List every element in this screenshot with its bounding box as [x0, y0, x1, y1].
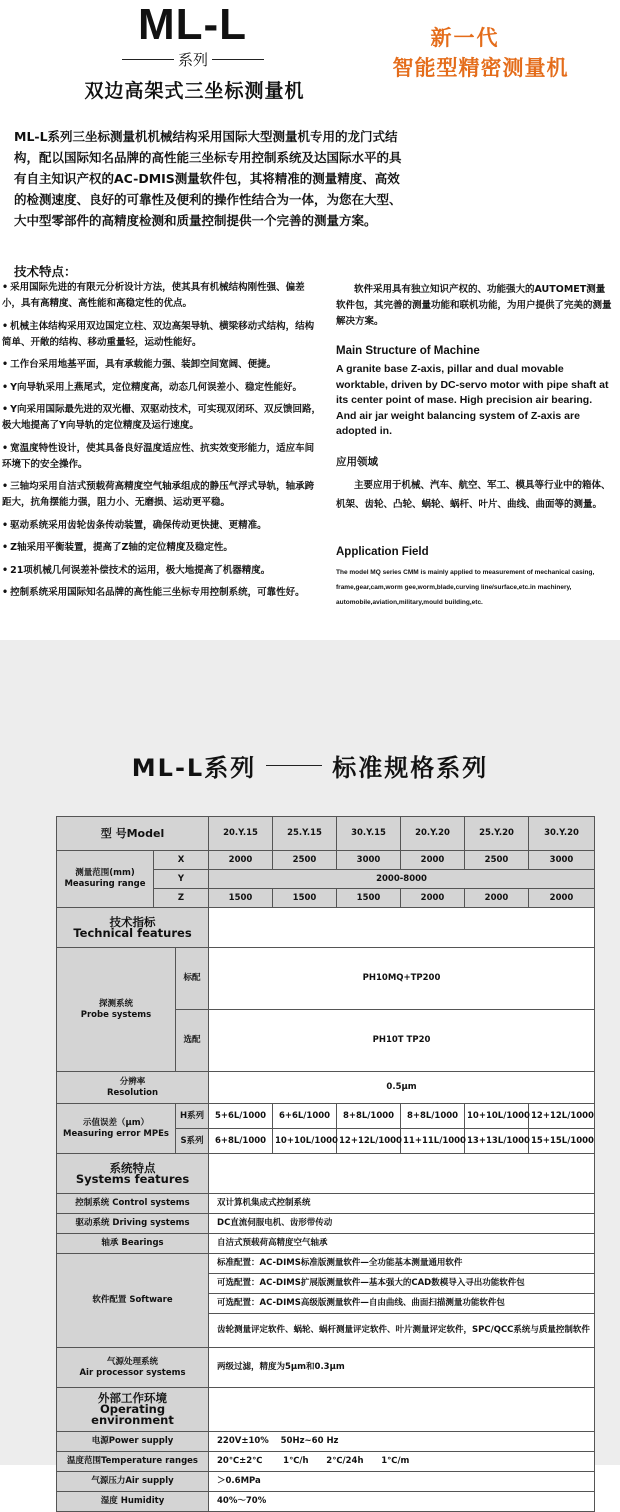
- range-label: [57, 851, 154, 908]
- environment-header-en: Operating environment: [91, 1402, 174, 1427]
- table-row: [57, 1072, 595, 1104]
- s-cell: 12+12L/1000: [337, 1129, 401, 1154]
- air-label-cn: 气源处理系统: [107, 1356, 159, 1367]
- air-value: 两级过滤，精度为5μm和0.3μm: [209, 1348, 595, 1388]
- probe-label-cn: 探测系统: [98, 998, 133, 1009]
- model-cell: 30.Y.15: [337, 817, 401, 851]
- model-cell: 25.Y.20: [465, 817, 529, 851]
- table-row: [57, 1254, 595, 1274]
- series-label: [118, 49, 268, 70]
- opt-value: PH10T TP20: [209, 1010, 595, 1072]
- product-subtitle: 双边高架式三坐标测量机: [84, 80, 305, 102]
- z-cell: 2000: [529, 889, 595, 908]
- model-cell: 20.Y.20: [401, 817, 465, 851]
- features-title: 技术特点：: [14, 264, 77, 279]
- series-text: 系列: [178, 51, 209, 69]
- z-cell: 2000: [465, 889, 529, 908]
- feature-item: • Z轴采用平衡装置，提高了Z轴的定位精度及稳定性。: [2, 540, 322, 556]
- model-cell: 25.Y.15: [273, 817, 337, 851]
- feature-item: • 机械主体结构采用双边国定立柱、双边高架导轨、横梁移动式结构，结构简单、开敞的结构、移动重量轻，运动性能好。: [2, 319, 322, 351]
- blank-cell: [209, 1154, 595, 1194]
- systems-header-cn: 系统特点: [109, 1160, 156, 1175]
- application-text-en: The model MQ series CMM is mainly applied to measurement of mechanical casing, frame,gear,cam,worm gee,worm,blade,curving line/surface,etc.in machinery, automobile,aviation,military,mould building,etc.: [336, 569, 595, 606]
- humidity-value: 40%～70%: [209, 1492, 595, 1512]
- bearing-value: 自洁式预载荷高精度空气轴承: [209, 1234, 595, 1254]
- h-series-label: H系列: [176, 1104, 209, 1129]
- feature-item: • 驱动系统采用齿轮齿条传动装置，确保传动更快捷、更精准。: [2, 518, 322, 534]
- h-cell: 12+12L/1000: [529, 1104, 595, 1129]
- x-cell: 3000: [337, 851, 401, 870]
- x-cell: 2500: [465, 851, 529, 870]
- mpe-label: [57, 1104, 176, 1154]
- power-value: 220V±10% 50Hz~60 Hz: [209, 1432, 595, 1452]
- application-heading-en: Application Field: [336, 546, 429, 558]
- s-cell: 13+13L/1000: [465, 1129, 529, 1154]
- model-label: 型 号Model: [57, 817, 209, 851]
- resolution-label-en: Resolution: [106, 1087, 159, 1098]
- table-row: [57, 1104, 595, 1129]
- temperature-value: 20℃±2℃ 1℃/h 2℃/24h 1℃/m: [209, 1452, 595, 1472]
- table-row: [57, 1348, 595, 1388]
- h-cell: 8+8L/1000: [401, 1104, 465, 1129]
- resolution-label-cn: 分辨率: [119, 1076, 146, 1087]
- model-cell: 20.Y.15: [209, 817, 273, 851]
- table-row: [57, 1388, 595, 1432]
- mpe-label-cn: 示值误差（μm）: [82, 1117, 150, 1128]
- air-supply-label: 气源压力Air supply: [57, 1472, 209, 1492]
- tech-header-en: Technical features: [73, 925, 192, 940]
- structure-text: A granite base Z-axis, pillar and dual movable worktable, driven by DC-servo motor with pipe shaft at its center point of mase. High precision air bearing. And air jar weight balancing system of Z-axis are adopted in.: [336, 363, 609, 437]
- resolution-label: [57, 1072, 209, 1104]
- s-cell: 10+10L/1000: [273, 1129, 337, 1154]
- features-list: [2, 280, 322, 608]
- h-cell: 5+6L/1000: [209, 1104, 273, 1129]
- slogan-line-2: 智能型精密测量机: [392, 56, 569, 80]
- z-cell: 2000: [401, 889, 465, 908]
- tech-header: [57, 908, 209, 948]
- divider: [266, 765, 322, 766]
- control-label: 控制系统 Control systems: [57, 1194, 209, 1214]
- feature-item: • 工作台采用地基平面，具有承载能力强、装卸空间宽阔、便捷。: [2, 357, 322, 373]
- humidity-label: 湿度 Humidity: [57, 1492, 209, 1512]
- divider: [122, 59, 174, 60]
- spec-title: [0, 748, 620, 783]
- z-cell: 1500: [273, 889, 337, 908]
- s-series-label: S系列: [176, 1129, 209, 1154]
- feature-item: • 控制系统采用国际知名品牌的高性能三坐标专用控制系统，可靠性好。: [2, 585, 322, 601]
- bearing-label: 轴承 Bearings: [57, 1234, 209, 1254]
- feature-item: • 宽温度特性设计，使其具备良好温度适应性、抗实效变形能力，适应车间环境下的安全操作。: [2, 441, 322, 473]
- software-value: 可选配置：AC-DIMS高级版测量软件—自由曲线、曲面扫描测量功能软件包: [209, 1294, 595, 1314]
- std-value: PH10MQ+TP200: [209, 948, 595, 1010]
- systems-header: [57, 1154, 209, 1194]
- table-row: [57, 908, 595, 948]
- table-row: [57, 1234, 595, 1254]
- table-row: [57, 1432, 595, 1452]
- structure-heading: Main Structure of Machine: [336, 345, 480, 357]
- spec-section: [0, 640, 620, 1506]
- feature-item: • 采用国际先进的有限元分析设计方法，使其具有机械结构刚性强、偏差小，具有高精度、高性能和高稳定性的优点。: [2, 280, 322, 312]
- table-row: [57, 948, 595, 1010]
- z-cell: 1500: [209, 889, 273, 908]
- intro-section: [0, 0, 620, 640]
- x-cell: 2500: [273, 851, 337, 870]
- slogan-line-1: 新一代: [430, 26, 500, 50]
- x-cell: 3000: [529, 851, 595, 870]
- z-label: Z: [154, 889, 209, 908]
- s-cell: 6+8L/1000: [209, 1129, 273, 1154]
- divider: [212, 59, 264, 60]
- spec-title-right: 标准规格系列: [332, 754, 489, 782]
- environment-header: [57, 1388, 209, 1432]
- tech-header-cn: 技术指标: [109, 914, 156, 929]
- spec-title-left: ML-L系列: [131, 754, 257, 782]
- environment-header-cn: 外部工作环境: [98, 1391, 167, 1405]
- software-value: 可选配置：AC-DIMS扩展版测量软件—基本强大的CAD数模导入寻出功能软件包: [209, 1274, 595, 1294]
- feature-item: • Y向采用国际最先进的双光栅、双驱动技术，可实现双闭环、双反馈回路，极大地提高了Y向导轨的定位精度及运行速度。: [2, 402, 322, 434]
- drive-label: 驱动系统 Driving systems: [57, 1214, 209, 1234]
- opt-label: 选配: [176, 1010, 209, 1072]
- table-row: [57, 1154, 595, 1194]
- blank-cell: [209, 1388, 595, 1432]
- air-label-en: Air processor systems: [79, 1367, 186, 1378]
- air-label: [57, 1348, 209, 1388]
- z-cell: 1500: [337, 889, 401, 908]
- h-cell: 10+10L/1000: [465, 1104, 529, 1129]
- software-value: 标准配置：AC-DIMS标准版测量软件—全功能基本测量通用软件: [209, 1254, 595, 1274]
- mpe-label-en: Measuring error MPEs: [63, 1128, 169, 1139]
- probe-label-en: Probe systems: [80, 1009, 152, 1020]
- air-supply-value: ＞0.6MPa: [209, 1472, 595, 1492]
- table-row: [57, 1492, 595, 1512]
- s-cell: 15+15L/1000: [529, 1129, 595, 1154]
- table-row: [57, 1472, 595, 1492]
- x-cell: 2000: [401, 851, 465, 870]
- feature-item: • Y向导轨采用上燕尾式，定位精度高，动态几何误差小、稳定性能好。: [2, 380, 322, 396]
- systems-header-en: Systems features: [75, 1171, 190, 1186]
- table-row: [57, 1452, 595, 1472]
- power-label: 电源Power supply: [57, 1432, 209, 1452]
- table-row: [57, 1214, 595, 1234]
- software-label: 软件配置 Software: [57, 1254, 209, 1348]
- model-cell: 30.Y.20: [529, 817, 595, 851]
- x-label: X: [154, 851, 209, 870]
- s-cell: 11+11L/1000: [401, 1129, 465, 1154]
- drive-value: DC直流伺服电机、齿形带传动: [209, 1214, 595, 1234]
- probe-label: [57, 948, 176, 1072]
- table-row: [57, 1194, 595, 1214]
- resolution-value: 0.5μm: [209, 1072, 595, 1104]
- blank-cell: [209, 908, 595, 948]
- software-note: 软件采用具有独立知识产权的、功能强大的AUTOMET测量软件包，其完善的测量功能和联机功能，为用户提供了完美的测量解决方案。: [336, 284, 612, 327]
- application-heading-cn: 应用领域: [336, 456, 378, 468]
- x-cell: 2000: [209, 851, 273, 870]
- y-label: Y: [154, 870, 209, 889]
- range-label-en: Measuring range: [64, 879, 146, 889]
- temperature-label: 温度范围Temperature ranges: [57, 1452, 209, 1472]
- h-cell: 8+8L/1000: [337, 1104, 401, 1129]
- control-value: 双计算机集成式控制系统: [209, 1194, 595, 1214]
- table-row: [57, 851, 595, 870]
- software-value: 齿轮测量评定软件、蜗轮、蜗杆测量评定软件、叶片测量评定软件，SPC/QCC系统与质量控制软件: [209, 1314, 595, 1348]
- range-label-cn: 测量范围(mm): [75, 868, 135, 878]
- std-label: 标配: [176, 948, 209, 1010]
- product-title: ML-L: [137, 0, 248, 49]
- feature-item: • 21项机械几何误差补偿技术的运用，极大地提高了机器精度。: [2, 563, 322, 579]
- y-cell: 2000-8000: [209, 870, 595, 889]
- spec-table: [56, 816, 595, 1512]
- h-cell: 6+6L/1000: [273, 1104, 337, 1129]
- feature-item: • 三轴均采用自洁式预载荷高精度空气轴承组成的静压气浮式导轨，轴承跨距大，抗角摆能力强，阻力小、无磨损、运动更平稳。: [2, 479, 322, 511]
- intro-paragraph: ML-L系列三坐标测量机机械结构采用国际大型测量机专用的龙门式结构，配以国际知名品牌的高性能三坐标专用控制系统及达国际水平的具有自主知识产权的AC-DMIS测量软件包，其将精准的测量精度、高效的检测速度、良好的可靠性及便利的操作性结合为一体，为您在大型、大中型零部件的高精度检测和质量控制提供一个完善的测量方案。: [14, 129, 402, 228]
- table-row: [57, 817, 595, 851]
- application-text-cn: 主要应用于机械、汽车、航空、军工、模具等行业中的箱体、机架、齿轮、凸轮、蜗轮、蜗杆、叶片、曲线、曲面等的测量。: [336, 480, 611, 510]
